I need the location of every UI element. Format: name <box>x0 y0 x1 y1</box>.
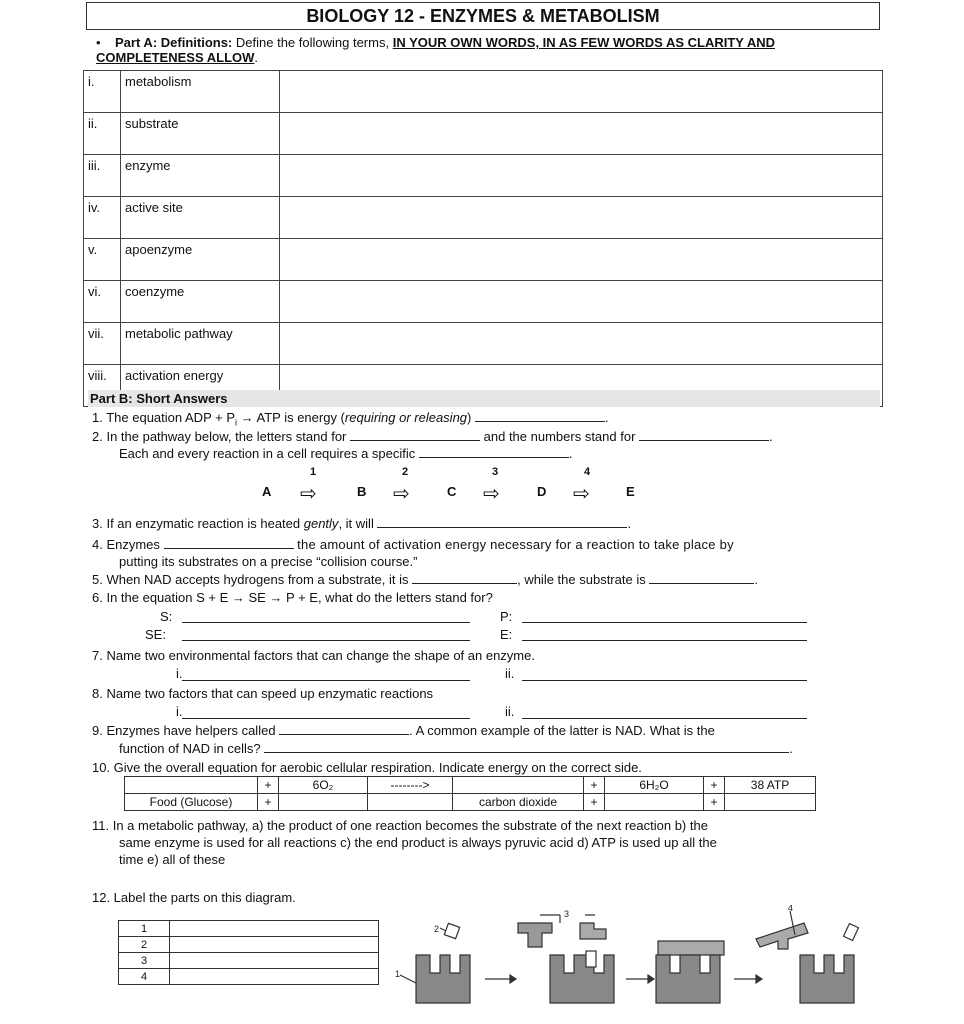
part-b-heading: Part B: Short Answers <box>88 390 880 407</box>
question-1: 1. The equation ADP + $P_i$ → ATP is energy (requiring or releasing) . <box>92 410 609 428</box>
answer-blank[interactable] <box>419 446 569 458</box>
diagram-label-table: 1 2 3 4 <box>118 920 379 985</box>
answer-blank[interactable] <box>377 516 627 528</box>
pathway-number-3: 3 <box>492 466 499 478</box>
definition-term: activation energy <box>121 365 280 407</box>
eq-cell[interactable] <box>125 777 258 794</box>
definition-term: enzyme <box>121 155 280 197</box>
eq-plus: + <box>584 794 605 811</box>
q7-label-ii: ii. <box>505 666 515 681</box>
definition-row <box>84 155 883 197</box>
pathway-number-2: 2 <box>402 466 409 478</box>
eq-cell: Food (Glucose) <box>125 794 258 811</box>
definition-term: substrate <box>121 113 280 155</box>
part-a-instructions: • Part A: Definitions: Define the following terms, IN YOUR OWN WORDS, IN AS FEW WORDS AS CLARITY AND COMPLETENESS ALLOW. <box>96 35 775 65</box>
definition-row <box>84 197 883 239</box>
bullet: • <box>96 35 101 50</box>
definition-number: iii. <box>84 155 121 197</box>
question-7: 7. Name two environmental factors that can change the shape of an enzyme. <box>92 648 535 663</box>
definition-number: viii. <box>84 365 121 407</box>
eq-plus: + <box>258 777 279 794</box>
eq-plus: + <box>704 794 725 811</box>
question-9-line-2: function of NAD in cells? . <box>119 741 793 756</box>
definition-answer[interactable] <box>280 71 883 113</box>
definition-row <box>84 239 883 281</box>
q6-label-s: S: <box>160 609 173 624</box>
label-answer[interactable] <box>170 969 379 985</box>
pathway-arrow-icon: ⇨ <box>300 483 317 505</box>
answer-blank[interactable] <box>264 741 789 753</box>
definition-number: vii. <box>84 323 121 365</box>
eq-cell <box>368 794 453 811</box>
question-11-line-3: time e) all of these <box>119 852 226 867</box>
label-answer[interactable] <box>170 937 379 953</box>
svg-text:3: 3 <box>564 909 570 919</box>
q8-label-i: i. <box>176 704 183 719</box>
answer-blank[interactable] <box>522 629 807 641</box>
eq-cell: carbon dioxide <box>453 794 584 811</box>
definition-term: metabolic pathway <box>121 323 280 365</box>
pathway-letter-d: D <box>537 484 547 499</box>
definition-number: v. <box>84 239 121 281</box>
pathway-arrow-icon: ⇨ <box>393 483 410 505</box>
definition-term: metabolism <box>121 71 280 113</box>
eq-plus: + <box>704 777 725 794</box>
answer-blank[interactable] <box>279 723 409 735</box>
enzyme-shape <box>416 955 470 1003</box>
label-answer[interactable] <box>170 953 379 969</box>
definition-term: active site <box>121 197 280 239</box>
answer-blank[interactable] <box>522 707 807 719</box>
definition-answer[interactable] <box>280 323 883 365</box>
eq-cell[interactable] <box>279 794 368 811</box>
question-11-line-1: 11. In a metabolic pathway, a) the product of one reaction becomes the substrate of the next reaction b) the <box>92 818 708 833</box>
answer-blank[interactable] <box>475 410 605 422</box>
eq-cell: 6H₂O <box>605 777 704 794</box>
definition-row <box>84 281 883 323</box>
pathway-number-4: 4 <box>584 466 591 478</box>
answer-blank[interactable] <box>649 572 754 584</box>
eq-cell: 38 ATP <box>725 777 816 794</box>
question-5: 5. When NAD accepts hydrogens from a substrate, it is , while the substrate is . <box>92 572 758 587</box>
pathway-letter-b: B <box>357 484 367 499</box>
part-a-heading: Part A: Definitions: <box>115 35 233 50</box>
q6-label-e: E: <box>500 627 513 642</box>
definitions-table <box>83 70 883 407</box>
question-4-line-2: putting its substrates on a precise “collision course.” <box>119 554 418 569</box>
question-9: 9. Enzymes have helpers called . A common example of the latter is NAD. What is the <box>92 723 715 738</box>
product-shape <box>756 923 808 949</box>
question-4: 4. Enzymes the amount of activation energy necessary for a reaction to take place by <box>92 537 734 552</box>
question-2-line-2: Each and every reaction in a cell requires a specific . <box>119 446 573 461</box>
pathway-number-1: 1 <box>310 466 317 478</box>
eq-arrow: --------> <box>368 777 453 794</box>
label-answer[interactable] <box>170 921 379 937</box>
eq-cell[interactable] <box>453 777 584 794</box>
definition-answer[interactable] <box>280 155 883 197</box>
definition-answer[interactable] <box>280 281 883 323</box>
eq-plus: + <box>258 794 279 811</box>
answer-blank[interactable] <box>639 429 769 441</box>
q6-label-se: SE: <box>145 627 166 642</box>
svg-text:1: 1 <box>395 969 401 979</box>
question-10: 10. Give the overall equation for aerobic cellular respiration. Indicate energy on the correct side. <box>92 760 642 775</box>
definition-row <box>84 71 883 113</box>
eq-plus: + <box>584 777 605 794</box>
definition-answer[interactable] <box>280 197 883 239</box>
svg-text:4: 4 <box>788 905 794 913</box>
answer-blank[interactable] <box>182 707 470 719</box>
page-title: BIOLOGY 12 - ENZYMES & METABOLISM <box>86 2 880 30</box>
definition-row <box>84 323 883 365</box>
answer-blank[interactable] <box>522 669 807 681</box>
substrate-shape <box>444 923 459 938</box>
pathway-letter-e: E <box>626 484 635 499</box>
definition-number: ii. <box>84 113 121 155</box>
eq-cell[interactable] <box>725 794 816 811</box>
definition-answer[interactable] <box>280 113 883 155</box>
enzyme-substrate-diagram <box>390 905 870 1005</box>
eq-cell: 6O₂ <box>279 777 368 794</box>
respiration-equation-table <box>124 776 816 811</box>
question-6: 6. In the equation S + E → SE → P + E, what do the letters stand for? <box>92 590 493 605</box>
svg-text:2: 2 <box>434 924 440 934</box>
definition-number: vi. <box>84 281 121 323</box>
answer-blank[interactable] <box>412 572 517 584</box>
enzyme-piece <box>518 923 552 947</box>
definition-number: i. <box>84 71 121 113</box>
pathway-arrow-icon: ⇨ <box>483 483 500 505</box>
pathway-arrow-icon: ⇨ <box>573 483 590 505</box>
eq-cell[interactable] <box>605 794 704 811</box>
pathway-letter-a: A <box>262 484 272 499</box>
answer-blank[interactable] <box>350 429 480 441</box>
question-8: 8. Name two factors that can speed up enzymatic reactions <box>92 686 434 701</box>
definition-row <box>84 113 883 155</box>
substrate-piece <box>580 923 606 939</box>
question-3: 3. If an enzymatic reaction is heated gently, it will . <box>92 516 632 531</box>
definition-term: coenzyme <box>121 281 280 323</box>
answer-blank[interactable] <box>164 537 294 549</box>
answer-blank[interactable] <box>182 629 470 641</box>
q8-label-ii: ii. <box>505 704 515 719</box>
question-2: 2. In the pathway below, the letters stand for and the numbers stand for . <box>92 429 773 444</box>
question-11-line-2: same enzyme is used for all reactions c) the end product is always pyruvic acid d) ATP is used up all the <box>119 835 717 850</box>
answer-blank[interactable] <box>182 611 470 623</box>
q6-label-p: P: <box>500 609 513 624</box>
q7-label-i: i. <box>176 666 183 681</box>
answer-blank[interactable] <box>522 611 807 623</box>
definition-answer[interactable] <box>280 239 883 281</box>
part-a-emphasis: IN YOUR OWN WORDS, IN AS FEW WORDS AS CLARITY AND COMPLETENESS ALLOW <box>96 35 775 65</box>
pathway-letter-c: C <box>447 484 457 499</box>
definition-term: apoenzyme <box>121 239 280 281</box>
answer-blank[interactable] <box>182 669 470 681</box>
part-a-instruction: Define the following terms, <box>235 35 390 50</box>
definition-number: iv. <box>84 197 121 239</box>
question-12: 12. Label the parts on this diagram. <box>92 890 296 905</box>
